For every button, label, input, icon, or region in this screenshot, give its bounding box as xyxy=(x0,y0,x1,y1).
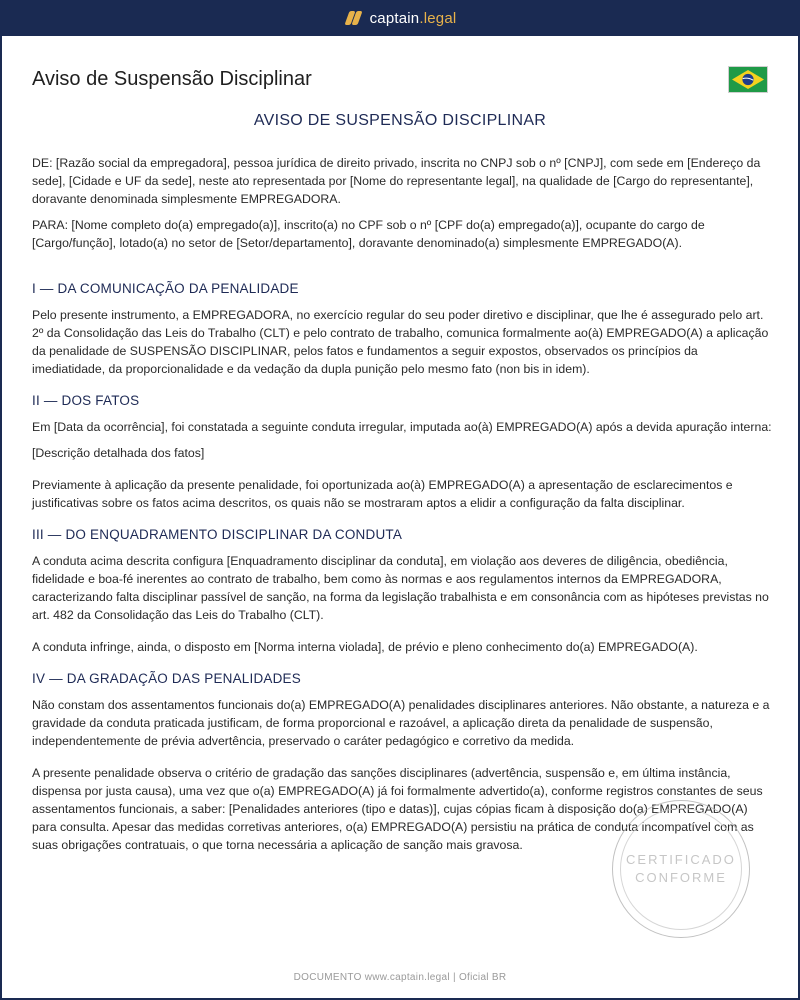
section-paragraph: Em [Data da ocorrência], foi constatada a seguinte conduta irregular, imputada ao(à) EMPREGADO(A) após a devida apuração interna: xyxy=(32,420,772,434)
page-title: Aviso de Suspensão Disciplinar xyxy=(32,68,312,90)
document-header xyxy=(32,66,768,92)
stamp-text-line2: CONFORME xyxy=(635,870,727,885)
top-bar xyxy=(0,0,800,36)
stamp-inner-ring xyxy=(620,808,742,930)
section-paragraph: Pelo presente instrumento, a EMPREGADORA, no exercício regular do seu poder diretivo e disciplinar, que lhe é assegurado pelo art. 2º da Consolidação das Leis do Trabalho (CLT) e pelo contrato de trabalho, comunica formalmente ao(à) EMPREGADO(A) a aplicação da penalidade de SUSPENSÃO DISCIPLINAR, pelos fatos e fundamentos a seguir expostos, observados os princípios da imediatidade, da proporcionalidade e da vedação da dupla punição pelo mesmo fato (non bis in idem). xyxy=(32,308,769,376)
section-heading-facts: II — DOS FATOS xyxy=(32,393,140,408)
recipient-paragraph: PARA: [Nome completo do(a) empregado(a)], inscrito(a) no CPF sob o nº [CPF do(a) empregado(a)], ocupante do cargo de [Cargo/função], lotado(a) no setor de [Setor/departamento], doravante denominado(a) simplesmente EMPREGADO(A). xyxy=(32,218,705,250)
brand-logo[interactable] xyxy=(344,10,457,27)
document-main-title: AVISO DE SUSPENSÃO DISCIPLINAR xyxy=(253,112,547,129)
captain-logo-icon xyxy=(344,10,362,26)
stamp-text-line1: CERTIFICADO xyxy=(626,852,736,867)
section-paragraph: Previamente à aplicação da presente penalidade, foi oportunizada ao(à) EMPREGADO(A) a apresentação de esclarecimentos e justificativas sobre os fatos acima descritos, os quais não se mostraram aptos a elidir a configuração da falta disciplinar. xyxy=(32,478,733,510)
facts-placeholder: [Descrição detalhada dos fatos] xyxy=(32,446,205,460)
certification-stamp xyxy=(612,800,750,938)
section-heading-gradation: IV — DA GRADAÇÃO DAS PENALIDADES xyxy=(32,671,301,686)
brazil-flag-icon xyxy=(728,66,768,93)
brand-name xyxy=(370,10,457,27)
section-paragraph: A conduta acima descrita configura [Enquadramento disciplinar da conduta], em violação aos deveres de diligência, obediência, fidelidade e boa-fé inerentes ao contrato de trabalho, bem como às normas e aos regulamentos internos da EMPREGADORA, caracterizando falta disciplinar passível de sanção, na forma da legislação trabalhista e em consonância com as hipóteses previstas no art. 482 da Consolidação das Leis do Trabalho (CLT). xyxy=(32,554,769,622)
section-heading-classification: III — DO ENQUADRAMENTO DISCIPLINAR DA CONDUTA xyxy=(32,527,403,542)
document-footer: DOCUMENTO www.captain.legal | Oficial BR xyxy=(293,972,507,983)
section-paragraph: Não constam dos assentamentos funcionais do(a) EMPREGADO(A) penalidades disciplinares anteriores. Não obstante, a natureza e a gravidade da conduta praticada justificam, de forma proporcional e razoável, a aplicação direta da penalidade de suspensão, independentemente de prévia advertência, preservado o caráter pedagógico e corretivo da medida. xyxy=(32,698,770,748)
document-body xyxy=(32,154,772,862)
brand-name-main: captain xyxy=(369,9,420,27)
sender-paragraph: DE: [Razão social da empregadora], pessoa jurídica de direito privado, inscrita no CNPJ sob o nº [CNPJ], com sede em [Endereço da sede], [Cidade e UF da sede], neste ato representada por [Nome do representante legal], na qualidade de [Cargo do representante], doravante denominada simplesmente EMPREGADORA. xyxy=(32,156,761,206)
brand-name-accent: .legal xyxy=(419,9,457,27)
section-paragraph: A presente penalidade observa o critério de gradação das sanções disciplinares (advertência, suspensão e, em última instância, dispensa por justa causa), uma vez que o(a) EMPREGADO(A) já foi formalmente advertido(a), conforme registros constantes de seus assentamentos funcionais, a saber: [Penalidades anteriores (tipo e datas)], cujas cópias ficam à disposição do(a) EMPREGADO(A) para consulta. Apesar das medidas corretivas anteriores, o(a) EMPREGADO(A) persistiu na prática de conduta incompatível com as suas obrigações contratuais, o que torna necessária a aplicação de sanção mais gravosa. xyxy=(32,766,763,852)
section-heading-communication: I — DA COMUNICAÇÃO DA PENALIDADE xyxy=(32,281,299,296)
document-page xyxy=(2,36,798,998)
section-paragraph: A conduta infringe, ainda, o disposto em [Norma interna violada], de prévio e pleno conhecimento do(a) EMPREGADO(A). xyxy=(32,640,698,654)
